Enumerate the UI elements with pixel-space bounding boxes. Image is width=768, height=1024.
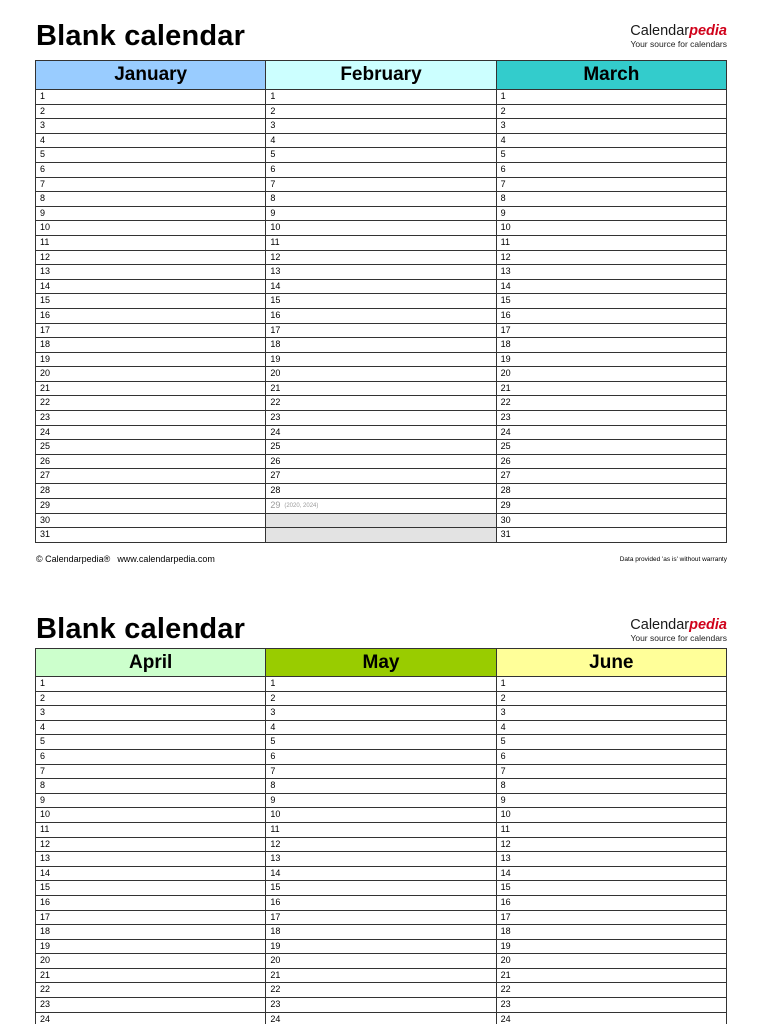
day-cell[interactable]: 30 <box>496 513 726 528</box>
day-cell[interactable]: 8 <box>36 192 266 207</box>
day-row <box>36 352 727 367</box>
brand-name: Calendarpedia <box>630 617 727 633</box>
day-row <box>36 968 727 983</box>
day-cell[interactable]: 31 <box>496 528 726 543</box>
day-cell[interactable]: 14 <box>36 279 266 294</box>
day-cell[interactable]: 15 <box>36 881 266 896</box>
day-row <box>36 852 727 867</box>
day-cell[interactable]: 22 <box>36 983 266 998</box>
day-cell[interactable]: 13 <box>266 852 496 867</box>
day-cell[interactable]: 7 <box>36 764 266 779</box>
calendar-body <box>36 677 727 1024</box>
day-cell[interactable]: 12 <box>496 837 726 852</box>
day-row <box>36 440 727 455</box>
page-title: Blank calendar <box>36 613 246 645</box>
copyright-text: © Calendarpedia® <box>36 554 111 564</box>
day-cell[interactable]: 23 <box>266 411 496 426</box>
day-cell[interactable]: 28 <box>266 484 496 499</box>
day-cell[interactable]: 9 <box>36 206 266 221</box>
day-cell[interactable]: 17 <box>36 323 266 338</box>
brand-logo[interactable] <box>630 24 727 48</box>
day-cell[interactable]: 9 <box>266 206 496 221</box>
day-cell[interactable]: 4 <box>36 720 266 735</box>
day-cell[interactable]: 24 <box>36 425 266 440</box>
day-cell[interactable]: 3 <box>36 119 266 134</box>
day-cell[interactable]: 22 <box>266 396 496 411</box>
day-cell[interactable]: 2 <box>36 104 266 119</box>
day-cell[interactable]: 24 <box>36 1012 266 1024</box>
month-header: March <box>496 61 726 90</box>
day-cell[interactable]: 3 <box>36 706 266 721</box>
day-row <box>36 998 727 1013</box>
day-row <box>36 133 727 148</box>
day-cell[interactable]: 21 <box>266 381 496 396</box>
day-cell[interactable]: 28 <box>496 484 726 499</box>
day-cell[interactable]: 19 <box>266 939 496 954</box>
day-cell[interactable]: 1 <box>266 90 496 105</box>
day-cell[interactable]: 4 <box>496 133 726 148</box>
day-cell[interactable]: 24 <box>496 1012 726 1024</box>
day-cell[interactable]: 29 <box>496 498 726 513</box>
day-cell[interactable]: 18 <box>266 338 496 353</box>
day-row <box>36 177 727 192</box>
day-cell[interactable]: 15 <box>36 294 266 309</box>
day-row <box>36 119 727 134</box>
day-cell[interactable]: 27 <box>496 469 726 484</box>
day-row <box>36 104 727 119</box>
day-cell[interactable]: 9 <box>36 793 266 808</box>
day-row <box>36 1012 727 1024</box>
day-cell[interactable]: 4 <box>266 133 496 148</box>
brand-tagline: Your source for calendars <box>630 632 727 643</box>
day-cell[interactable]: 12 <box>266 250 496 265</box>
day-row <box>36 484 727 499</box>
day-cell[interactable]: 18 <box>496 925 726 940</box>
month-header: April <box>36 649 266 677</box>
day-cell[interactable]: 16 <box>266 308 496 323</box>
day-cell[interactable]: 5 <box>36 735 266 750</box>
day-cell[interactable]: 17 <box>496 910 726 925</box>
footer-disclaimer: Data provided 'as is' without warranty <box>619 556 727 563</box>
day-cell[interactable]: 20 <box>266 954 496 969</box>
day-row <box>36 822 727 837</box>
day-cell[interactable]: 24 <box>266 425 496 440</box>
day-cell[interactable]: 10 <box>36 221 266 236</box>
day-cell[interactable]: 14 <box>266 866 496 881</box>
day-cell[interactable]: 8 <box>496 779 726 794</box>
day-cell[interactable]: 10 <box>266 221 496 236</box>
day-cell[interactable]: 9 <box>496 793 726 808</box>
day-cell[interactable]: 8 <box>266 779 496 794</box>
day-cell[interactable]: 29 <box>36 498 266 513</box>
day-row <box>36 808 727 823</box>
day-cell[interactable]: 6 <box>496 749 726 764</box>
day-cell[interactable]: 15 <box>496 294 726 309</box>
day-cell[interactable]: 21 <box>496 968 726 983</box>
day-cell[interactable]: 3 <box>496 706 726 721</box>
day-cell[interactable]: 25 <box>266 440 496 455</box>
day-cell[interactable]: 9 <box>266 793 496 808</box>
calendar-table-q1 <box>35 60 727 543</box>
day-cell[interactable]: 3 <box>266 706 496 721</box>
month-header: January <box>36 61 266 90</box>
day-cell[interactable]: 22 <box>496 983 726 998</box>
day-cell[interactable]: 17 <box>266 323 496 338</box>
day-cell[interactable]: 17 <box>36 910 266 925</box>
day-row <box>36 381 727 396</box>
day-cell[interactable]: 20 <box>496 367 726 382</box>
day-cell[interactable]: 23 <box>36 998 266 1013</box>
day-cell[interactable]: 12 <box>496 250 726 265</box>
day-row <box>36 323 727 338</box>
day-row <box>36 735 727 750</box>
day-cell[interactable]: 10 <box>36 808 266 823</box>
day-cell[interactable]: 7 <box>266 764 496 779</box>
day-row <box>36 469 727 484</box>
day-cell[interactable]: 2 <box>496 104 726 119</box>
day-cell[interactable]: 10 <box>266 808 496 823</box>
day-cell[interactable]: 2 <box>266 104 496 119</box>
day-cell[interactable]: 21 <box>266 968 496 983</box>
day-cell[interactable]: 10 <box>496 808 726 823</box>
day-cell[interactable]: 13 <box>36 852 266 867</box>
day-cell[interactable]: 25 <box>496 440 726 455</box>
day-row <box>36 837 727 852</box>
brand-tagline: Your source for calendars <box>630 38 727 49</box>
day-cell[interactable]: 27 <box>266 469 496 484</box>
day-cell[interactable]: 15 <box>266 881 496 896</box>
day-cell[interactable]: 4 <box>496 720 726 735</box>
day-cell[interactable]: 22 <box>496 396 726 411</box>
day-row <box>36 691 727 706</box>
day-cell[interactable]: 29 (2020, 2024) <box>266 498 496 513</box>
day-cell[interactable]: 17 <box>266 910 496 925</box>
day-cell[interactable]: 18 <box>36 338 266 353</box>
day-cell[interactable]: 6 <box>496 162 726 177</box>
day-cell[interactable]: 16 <box>36 895 266 910</box>
brand-logo[interactable] <box>630 618 727 642</box>
day-row <box>36 720 727 735</box>
day-cell[interactable]: 4 <box>36 133 266 148</box>
day-cell[interactable]: 5 <box>266 735 496 750</box>
day-cell[interactable]: 19 <box>266 352 496 367</box>
day-row <box>36 250 727 265</box>
day-cell[interactable]: 23 <box>36 411 266 426</box>
day-cell[interactable]: 24 <box>496 425 726 440</box>
day-cell[interactable]: 20 <box>36 367 266 382</box>
day-cell[interactable]: 6 <box>266 162 496 177</box>
month-header: February <box>266 61 496 90</box>
day-cell[interactable]: 11 <box>36 235 266 250</box>
day-row <box>36 779 727 794</box>
day-cell[interactable]: 20 <box>266 367 496 382</box>
day-cell[interactable]: 14 <box>266 279 496 294</box>
day-cell[interactable]: 14 <box>496 866 726 881</box>
day-cell[interactable]: 1 <box>266 677 496 692</box>
day-cell[interactable]: 20 <box>496 954 726 969</box>
month-header: June <box>496 649 726 677</box>
day-cell[interactable]: 30 <box>36 513 266 528</box>
day-cell <box>266 528 496 543</box>
day-cell[interactable]: 18 <box>36 925 266 940</box>
day-cell[interactable]: 1 <box>36 90 266 105</box>
day-cell[interactable]: 7 <box>36 177 266 192</box>
day-row <box>36 881 727 896</box>
day-cell[interactable]: 5 <box>266 148 496 163</box>
day-cell[interactable]: 2 <box>36 691 266 706</box>
day-cell[interactable]: 16 <box>266 895 496 910</box>
day-row <box>36 221 727 236</box>
day-row <box>36 895 727 910</box>
day-row <box>36 279 727 294</box>
day-cell[interactable]: 3 <box>266 119 496 134</box>
day-cell[interactable]: 8 <box>266 192 496 207</box>
calendar-table-q2 <box>35 648 727 1024</box>
day-cell[interactable]: 5 <box>496 148 726 163</box>
day-cell[interactable]: 15 <box>496 881 726 896</box>
day-cell[interactable]: 8 <box>496 192 726 207</box>
month-header: May <box>266 649 496 677</box>
day-row <box>36 454 727 469</box>
day-row <box>36 866 727 881</box>
day-row <box>36 983 727 998</box>
day-cell[interactable]: 20 <box>36 954 266 969</box>
day-cell[interactable]: 26 <box>36 454 266 469</box>
day-cell[interactable]: 10 <box>496 221 726 236</box>
day-cell[interactable]: 19 <box>36 352 266 367</box>
day-cell[interactable]: 26 <box>266 454 496 469</box>
day-row <box>36 338 727 353</box>
day-cell[interactable]: 13 <box>266 265 496 280</box>
day-row <box>36 764 727 779</box>
day-row <box>36 265 727 280</box>
day-cell[interactable]: 21 <box>36 381 266 396</box>
day-cell[interactable]: 27 <box>36 469 266 484</box>
day-cell[interactable]: 7 <box>266 177 496 192</box>
day-cell[interactable]: 23 <box>496 411 726 426</box>
day-cell <box>266 513 496 528</box>
day-row <box>36 148 727 163</box>
day-cell[interactable]: 19 <box>36 939 266 954</box>
day-cell[interactable]: 21 <box>36 968 266 983</box>
day-cell[interactable]: 31 <box>36 528 266 543</box>
day-cell[interactable]: 6 <box>266 749 496 764</box>
day-cell[interactable]: 3 <box>496 119 726 134</box>
day-cell[interactable]: 2 <box>266 691 496 706</box>
day-cell[interactable]: 4 <box>266 720 496 735</box>
calendar-body <box>36 90 727 543</box>
day-cell[interactable]: 23 <box>496 998 726 1013</box>
day-cell[interactable]: 13 <box>496 265 726 280</box>
day-cell[interactable]: 11 <box>36 822 266 837</box>
day-cell[interactable]: 16 <box>496 895 726 910</box>
day-row <box>36 206 727 221</box>
day-row <box>36 793 727 808</box>
day-cell[interactable]: 1 <box>36 677 266 692</box>
day-row <box>36 954 727 969</box>
day-cell[interactable]: 5 <box>496 735 726 750</box>
day-row <box>36 308 727 323</box>
day-cell[interactable]: 1 <box>496 677 726 692</box>
day-cell[interactable]: 24 <box>266 1012 496 1024</box>
day-row <box>36 513 727 528</box>
day-row <box>36 425 727 440</box>
day-row <box>36 749 727 764</box>
day-cell[interactable]: 13 <box>496 852 726 867</box>
day-cell[interactable]: 5 <box>36 148 266 163</box>
day-row <box>36 396 727 411</box>
day-cell[interactable]: 2 <box>496 691 726 706</box>
footer-copyright <box>36 554 215 564</box>
day-cell[interactable]: 6 <box>36 749 266 764</box>
day-row <box>36 162 727 177</box>
day-row <box>36 192 727 207</box>
day-cell[interactable]: 7 <box>496 177 726 192</box>
day-cell[interactable]: 11 <box>496 235 726 250</box>
day-row <box>36 910 727 925</box>
brand-name: Calendarpedia <box>630 23 727 39</box>
day-row <box>36 498 727 513</box>
day-cell[interactable]: 8 <box>36 779 266 794</box>
day-cell[interactable]: 22 <box>266 983 496 998</box>
day-cell[interactable]: 18 <box>266 925 496 940</box>
day-cell[interactable]: 22 <box>36 396 266 411</box>
day-row <box>36 90 727 105</box>
day-cell[interactable]: 12 <box>36 250 266 265</box>
day-cell[interactable]: 28 <box>36 484 266 499</box>
day-cell[interactable]: 26 <box>496 454 726 469</box>
day-cell[interactable]: 11 <box>496 822 726 837</box>
day-cell[interactable]: 11 <box>266 822 496 837</box>
day-row <box>36 677 727 692</box>
day-cell[interactable]: 16 <box>36 308 266 323</box>
day-row <box>36 411 727 426</box>
day-cell[interactable]: 14 <box>36 866 266 881</box>
day-cell[interactable]: 1 <box>496 90 726 105</box>
day-cell[interactable]: 14 <box>496 279 726 294</box>
day-cell[interactable]: 7 <box>496 764 726 779</box>
day-cell[interactable]: 18 <box>496 338 726 353</box>
day-cell[interactable]: 12 <box>36 837 266 852</box>
day-cell[interactable]: 13 <box>36 265 266 280</box>
day-row <box>36 706 727 721</box>
day-row <box>36 367 727 382</box>
day-cell[interactable]: 25 <box>36 440 266 455</box>
day-cell[interactable]: 16 <box>496 308 726 323</box>
day-cell[interactable]: 21 <box>496 381 726 396</box>
footer-url-link[interactable]: www.calendarpedia.com <box>117 554 215 564</box>
day-row <box>36 528 727 543</box>
day-cell[interactable]: 6 <box>36 162 266 177</box>
page-title: Blank calendar <box>36 20 246 52</box>
day-cell[interactable]: 17 <box>496 323 726 338</box>
day-cell[interactable]: 11 <box>266 235 496 250</box>
day-cell[interactable]: 19 <box>496 352 726 367</box>
day-cell[interactable]: 15 <box>266 294 496 309</box>
day-row <box>36 925 727 940</box>
day-row <box>36 235 727 250</box>
day-cell[interactable]: 19 <box>496 939 726 954</box>
day-cell[interactable]: 23 <box>266 998 496 1013</box>
day-cell[interactable]: 12 <box>266 837 496 852</box>
day-cell[interactable]: 9 <box>496 206 726 221</box>
day-row <box>36 294 727 309</box>
day-row <box>36 939 727 954</box>
